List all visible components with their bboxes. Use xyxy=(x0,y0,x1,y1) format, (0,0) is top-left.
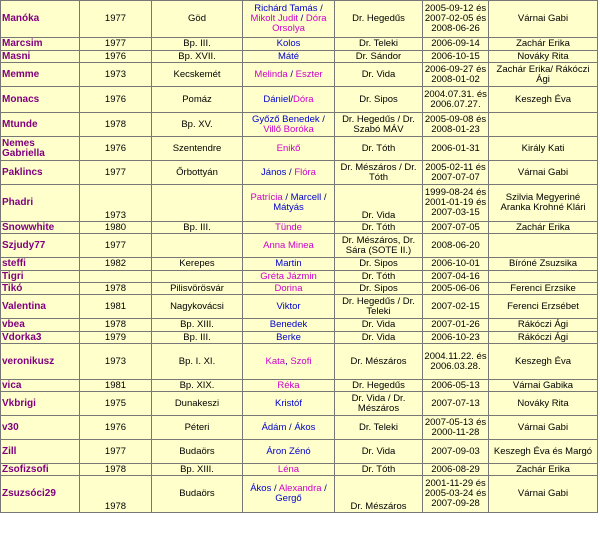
birth-date-cell: 2006-08-29 xyxy=(423,464,489,476)
child-name: Martin xyxy=(275,258,302,269)
city-cell: Pomáz xyxy=(152,87,243,113)
children-names-cell xyxy=(243,38,335,51)
child-name: Győző Benedek xyxy=(252,113,320,125)
birth-date-cell: 2006-05-13 xyxy=(423,380,489,392)
child-name: Máté xyxy=(277,50,300,62)
midwife-cell: Ferenci Erzsébet xyxy=(489,295,598,319)
city-cell: Bp. XIII. xyxy=(152,319,243,332)
birth-year-cell: 1977 xyxy=(80,38,152,51)
child-name: / xyxy=(321,483,327,494)
birth-date-cell: 2007-05-13 és 2000-11-28 xyxy=(423,416,489,440)
midwife-cell: Bíróné Zsuzsika xyxy=(489,258,598,271)
birth-year-cell: 1982 xyxy=(80,258,152,271)
midwife-cell: Nováky Rita xyxy=(489,51,598,63)
midwife-cell: Várnai Gabi xyxy=(489,476,598,513)
table-row xyxy=(1,185,598,222)
children-names-cell xyxy=(243,271,335,283)
child-name: Szofi xyxy=(290,355,312,367)
table-row xyxy=(1,271,598,283)
birth-year-cell: 1975 xyxy=(80,392,152,416)
child-name: / xyxy=(282,192,291,203)
child-name: Mikolt Judit xyxy=(250,13,298,24)
birth-date-cell: 2006-01-31 xyxy=(423,137,489,161)
table-row xyxy=(1,392,598,416)
nickname-cell: Manóka xyxy=(1,1,80,38)
doctor-cell: Dr. Sipos xyxy=(335,258,423,271)
midwife-cell: Zachár Erika xyxy=(489,222,598,234)
city-cell: Bp. XVII. xyxy=(152,51,243,63)
child-name: Dóra Orsolya xyxy=(272,13,327,34)
city-cell xyxy=(152,185,243,222)
midwife-cell xyxy=(489,113,598,137)
doctor-cell: Dr. Sipos xyxy=(335,283,423,295)
city-cell xyxy=(152,271,243,283)
birth-date-cell: 2007-09-03 xyxy=(423,440,489,464)
children-names-cell xyxy=(243,222,335,234)
nickname-cell: veronikusz xyxy=(1,344,80,380)
birth-date-cell: 2007-07-13 xyxy=(423,392,489,416)
child-name: Melinda xyxy=(254,68,288,80)
child-name: Dóra xyxy=(292,93,314,105)
city-cell: Őrbottyán xyxy=(152,161,243,185)
nickname-cell: vbea xyxy=(1,319,80,332)
birth-date-cell: 2005-06-06 xyxy=(423,283,489,295)
birth-year-cell: 1978 xyxy=(80,464,152,476)
city-cell: Bp. III. xyxy=(152,222,243,234)
table-row xyxy=(1,234,598,258)
birth-year-cell: 1976 xyxy=(80,87,152,113)
children-names-cell xyxy=(243,185,335,222)
city-cell: Bp. XV. xyxy=(152,113,243,137)
child-name: Alexandra xyxy=(278,483,322,494)
birth-year-cell: 1981 xyxy=(80,295,152,319)
child-name: / xyxy=(271,483,279,494)
birth-year-cell: 1978 xyxy=(80,283,152,295)
nickname-cell: Zsofizsofi xyxy=(1,464,80,476)
children-names-cell xyxy=(243,137,335,161)
city-cell: Bp. I. XI. xyxy=(152,344,243,380)
birth-date-cell: 2004.07.31. és 2006.07.27. xyxy=(423,87,489,113)
child-name: / xyxy=(287,68,296,80)
child-name: / xyxy=(286,166,295,178)
birth-year-cell: 1977 xyxy=(80,161,152,185)
birth-date-cell: 2004.11.22. és 2006.03.28. xyxy=(423,344,489,380)
birth-year-cell: 1973 xyxy=(80,63,152,87)
child-name: Berke xyxy=(276,331,301,343)
child-name: / xyxy=(286,421,295,433)
table-row xyxy=(1,63,598,87)
midwife-cell: Keszegh Éva xyxy=(489,87,598,113)
children-names-cell xyxy=(243,283,335,295)
midwife-cell: Keszegh Éva és Margó xyxy=(489,440,598,464)
birth-year-cell: 1978 xyxy=(80,113,152,137)
birth-date-cell: 2006-10-23 xyxy=(423,332,489,344)
city-cell: Szentendre xyxy=(152,137,243,161)
doctor-cell: Dr. Vida xyxy=(335,185,423,222)
nickname-cell: Snowwhite xyxy=(1,222,80,234)
table-row xyxy=(1,38,598,51)
birth-year-cell: 1978 xyxy=(80,476,152,513)
nickname-cell: Szjudy77 xyxy=(1,234,80,258)
table-row xyxy=(1,344,598,380)
midwife-cell xyxy=(489,271,598,283)
birth-date-cell: 2007-02-15 xyxy=(423,295,489,319)
birth-year-cell: 1973 xyxy=(80,344,152,380)
birth-date-cell: 1999-08-24 és 2001-01-19 és 2007-03-15 xyxy=(423,185,489,222)
child-name: Kristóf xyxy=(275,397,302,409)
table-row xyxy=(1,416,598,440)
child-name: Patrícia xyxy=(250,192,283,203)
nickname-cell: Marcsim xyxy=(1,38,80,51)
midwife-cell: Rákóczi Ági xyxy=(489,332,598,344)
doctor-cell: Dr. Mészáros xyxy=(335,344,423,380)
doctor-cell: Dr. Vida xyxy=(335,332,423,344)
doctor-cell: Dr. Hegedűs xyxy=(335,1,423,38)
doctor-cell: Dr. Tóth xyxy=(335,222,423,234)
table-row xyxy=(1,51,598,63)
child-name: Marcell xyxy=(290,192,322,203)
nickname-cell: Zsuzsóci29 xyxy=(1,476,80,513)
children-names-cell xyxy=(243,113,335,137)
birth-date-cell: 2001-11-29 és 2005-03-24 és 2007-09-28 xyxy=(423,476,489,513)
child-name: Ákos xyxy=(294,421,316,433)
city-cell xyxy=(152,234,243,258)
children-names-cell xyxy=(243,476,335,513)
table-body xyxy=(1,1,598,513)
birth-year-cell: 1978 xyxy=(80,319,152,332)
children-names-cell xyxy=(243,332,335,344)
midwife-cell: Zachár Erika xyxy=(489,464,598,476)
birth-year-cell: 1977 xyxy=(80,234,152,258)
doctor-cell: Dr. Mészáros xyxy=(335,476,423,513)
nickname-cell: v30 xyxy=(1,416,80,440)
birth-year-cell: 1976 xyxy=(80,137,152,161)
city-cell: Budaörs xyxy=(152,476,243,513)
birth-date-cell: 2007-01-26 xyxy=(423,319,489,332)
city-cell: Bp. XIX. xyxy=(152,380,243,392)
city-cell: Dunakeszi xyxy=(152,392,243,416)
child-name: Kata xyxy=(265,355,286,367)
table-row xyxy=(1,258,598,271)
nickname-cell: Paklincs xyxy=(1,161,80,185)
doctor-cell: Dr. Vida / Dr. Mészáros xyxy=(335,392,423,416)
city-cell: Budaörs xyxy=(152,440,243,464)
child-name: Benedek xyxy=(269,319,308,330)
birth-year-cell: 1977 xyxy=(80,440,152,464)
child-name: Gréta Jázmin xyxy=(260,270,317,282)
doctor-cell: Dr. Sipos xyxy=(335,87,423,113)
child-name: / xyxy=(298,13,306,24)
children-names-cell xyxy=(243,234,335,258)
birth-date-cell: 2008-06-20 xyxy=(423,234,489,258)
child-name: Áron Zénó xyxy=(266,445,311,457)
doctor-cell: Dr. Vida xyxy=(335,440,423,464)
nickname-cell: Memme xyxy=(1,63,80,87)
children-names-cell xyxy=(243,440,335,464)
birth-year-cell: 1979 xyxy=(80,332,152,344)
nickname-cell: Monacs xyxy=(1,87,80,113)
child-name: / xyxy=(321,192,327,203)
children-names-cell xyxy=(243,63,335,87)
birth-date-cell: 2007-04-16 xyxy=(423,271,489,283)
city-cell: Bp. III. xyxy=(152,38,243,51)
children-names-cell xyxy=(243,319,335,332)
midwife-cell: Várnai Gabi xyxy=(489,161,598,185)
birth-year-cell: 1981 xyxy=(80,380,152,392)
midwife-cell: Várnai Gabi xyxy=(489,416,598,440)
nickname-cell: Phadri xyxy=(1,185,80,222)
table-row xyxy=(1,222,598,234)
children-names-cell xyxy=(243,258,335,271)
doctor-cell: Dr. Mészáros / Dr. Tóth xyxy=(335,161,423,185)
midwife-cell: Szilvia Megyeriné Aranka Krohné Klári xyxy=(489,185,598,222)
child-name: Villő Boróka xyxy=(263,123,314,135)
city-cell: Pilisvörösvár xyxy=(152,283,243,295)
city-cell: Péteri xyxy=(152,416,243,440)
city-cell: Kerepes xyxy=(152,258,243,271)
nickname-cell: vica xyxy=(1,380,80,392)
child-name: Gergő xyxy=(275,493,302,504)
midwife-cell: Várnai Gabika xyxy=(489,380,598,392)
table-row xyxy=(1,440,598,464)
city-cell: Bp. XIII. xyxy=(152,464,243,476)
birth-date-cell: 2005-09-12 és 2007-02-05 és 2008-06-26 xyxy=(423,1,489,38)
birth-date-cell: 2005-09-08 és 2008-01-23 xyxy=(423,113,489,137)
midwife-cell: Várnai Gabi xyxy=(489,1,598,38)
child-name: Léna xyxy=(277,463,300,475)
city-cell: Bp. III. xyxy=(152,332,243,344)
nickname-cell: Zill xyxy=(1,440,80,464)
table-row xyxy=(1,113,598,137)
doctor-cell: Dr. Teleki xyxy=(335,416,423,440)
doctor-cell: Dr. Hegedűs / Dr. Teleki xyxy=(335,295,423,319)
children-names-cell xyxy=(243,392,335,416)
nickname-cell: Nemes Gabriella xyxy=(1,137,80,161)
table-row xyxy=(1,295,598,319)
midwife-cell: Rákóczi Ági xyxy=(489,319,598,332)
birth-year-cell: 1973 xyxy=(80,185,152,222)
doctor-cell: Dr. Tóth xyxy=(335,271,423,283)
table-row xyxy=(1,319,598,332)
doctor-cell: Dr. Hegedűs / Dr. Szabó MÁV xyxy=(335,113,423,137)
children-names-cell xyxy=(243,87,335,113)
birth-year-cell: 1976 xyxy=(80,416,152,440)
child-name: Dániel xyxy=(263,93,291,105)
midwife-cell: Keszegh Éva xyxy=(489,344,598,380)
child-name: Flóra xyxy=(294,166,316,178)
children-names-cell xyxy=(243,51,335,63)
doctor-cell: Dr. Teleki xyxy=(335,38,423,51)
child-name: / xyxy=(317,3,323,14)
doctor-cell: Dr. Hegedűs xyxy=(335,380,423,392)
nickname-cell: Mtunde xyxy=(1,113,80,137)
doctor-cell: Dr. Sándor xyxy=(335,51,423,63)
doctor-cell: Dr. Tóth xyxy=(335,464,423,476)
table-row xyxy=(1,380,598,392)
doctor-cell: Dr. Mészáros, Dr. Sára (SOTE II.) xyxy=(335,234,423,258)
child-name: Anna Minea xyxy=(263,239,314,251)
birth-date-cell: 2007-07-05 xyxy=(423,222,489,234)
nickname-cell: Tigri xyxy=(1,271,80,283)
table-row xyxy=(1,283,598,295)
child-name: Eszter xyxy=(295,68,323,80)
children-names-cell xyxy=(243,295,335,319)
midwife-cell: Király Kati xyxy=(489,137,598,161)
child-name: Tünde xyxy=(275,221,302,233)
child-name: Réka xyxy=(277,379,300,391)
child-name: Kolos xyxy=(276,38,301,49)
table-row xyxy=(1,137,598,161)
birth-date-cell: 2006-09-14 xyxy=(423,38,489,51)
city-cell: Göd xyxy=(152,1,243,38)
child-name: Viktor xyxy=(276,300,301,312)
child-name: Mátyás xyxy=(273,202,304,213)
table-row xyxy=(1,161,598,185)
table-row xyxy=(1,332,598,344)
child-name: Ádám xyxy=(261,421,287,433)
child-name: Ákos xyxy=(250,483,272,494)
birth-year-cell: 1980 xyxy=(80,222,152,234)
table-row xyxy=(1,476,598,513)
child-name: , xyxy=(285,355,291,367)
child-name: Enikő xyxy=(276,142,301,154)
nickname-cell: steffi xyxy=(1,258,80,271)
table-row xyxy=(1,1,598,38)
table-row xyxy=(1,87,598,113)
birth-year-cell xyxy=(80,271,152,283)
children-names-cell xyxy=(243,1,335,38)
doctor-cell: Dr. Tóth xyxy=(335,137,423,161)
children-names-cell xyxy=(243,380,335,392)
children-names-cell xyxy=(243,344,335,380)
doctor-cell: Dr. Vida xyxy=(335,319,423,332)
child-name: Richárd Tamás xyxy=(254,3,318,14)
birth-date-cell: 2006-10-01 xyxy=(423,258,489,271)
child-name: János xyxy=(261,166,287,178)
midwife-cell: Zachár Erika xyxy=(489,38,598,51)
nickname-cell: Valentina xyxy=(1,295,80,319)
children-names-cell xyxy=(243,161,335,185)
midwife-cell: Nováky Rita xyxy=(489,392,598,416)
child-name: / xyxy=(319,113,325,125)
birth-year-cell: 1976 xyxy=(80,51,152,63)
city-cell: Kecskemét xyxy=(152,63,243,87)
doctor-cell: Dr. Vida xyxy=(335,63,423,87)
child-name: / xyxy=(290,93,293,105)
nickname-cell: Vkbrigi xyxy=(1,392,80,416)
birth-date-cell: 2006-10-15 xyxy=(423,51,489,63)
midwife-cell: Zachár Erika/ Rákóczi Ági xyxy=(489,63,598,87)
midwife-cell: Ferenci Erzsike xyxy=(489,283,598,295)
nickname-cell: Vdorka3 xyxy=(1,332,80,344)
birth-year-cell: 1977 xyxy=(80,1,152,38)
child-name: Dorina xyxy=(274,282,303,294)
children-names-cell xyxy=(243,464,335,476)
birth-date-cell: 2005-02-11 és 2007-07-07 xyxy=(423,161,489,185)
children-names-cell xyxy=(243,416,335,440)
nickname-cell: Masni xyxy=(1,51,80,63)
table-row xyxy=(1,464,598,476)
city-cell: Nagykovácsi xyxy=(152,295,243,319)
midwife-cell xyxy=(489,234,598,258)
nickname-cell: Tikó xyxy=(1,283,80,295)
birth-date-cell: 2006-09-27 és 2008-01-02 xyxy=(423,63,489,87)
